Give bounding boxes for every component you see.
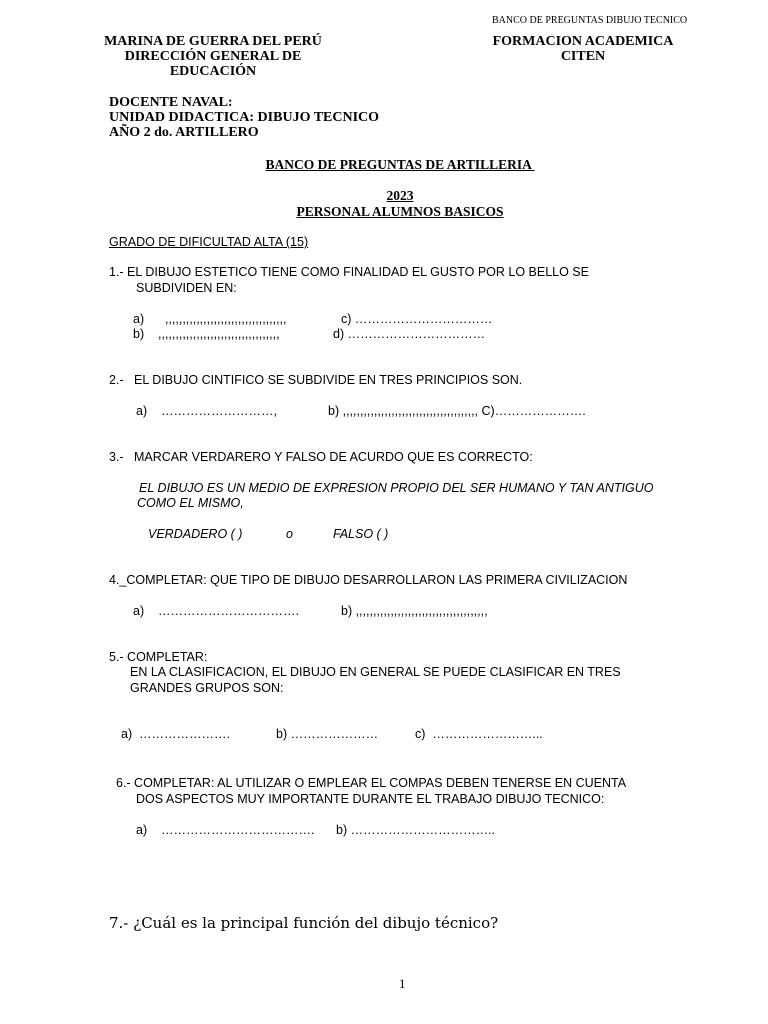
header-left-line-3: EDUCACIÓN xyxy=(169,64,257,79)
info-block xyxy=(109,95,379,140)
q6-option-b: b) …………………………….. xyxy=(336,823,496,837)
header-left-line-1: MARINA DE GUERRA DEL PERÚ xyxy=(104,34,322,49)
info-anio: AÑO 2 do. ARTILLERO xyxy=(109,125,259,140)
q7-text: 7.- ¿Cuál es la principal función del dibujo técnico? xyxy=(109,914,499,932)
q3-text: 3.- MARCAR VERDARERO Y FALSO DE ACURDO QUE ES CORRECTO: xyxy=(109,450,533,464)
q5-option-c: c) ……………………... xyxy=(415,727,543,741)
q1-option-a: a) ,,,,,,,,,,,,,,,,,,,,,,,,,,,,,,,,,,, xyxy=(133,312,287,326)
q2-option-a: a) ………………………, xyxy=(136,404,277,418)
q4-text: 4._COMPLETAR: QUE TIPO DE DIBUJO DESARROLLARON LAS PRIMERA CIVILIZACION xyxy=(109,573,628,587)
q1-option-c: c) …………………………… xyxy=(341,312,493,326)
q6-text-line-2: DOS ASPECTOS MUY IMPORTANTE DURANTE EL TRABAJO DIBUJO TECNICO: xyxy=(136,792,605,806)
header-right-line-1: FORMACION ACADEMICA xyxy=(492,34,674,49)
page-title: BANCO DE PREGUNTAS DE ARTILLERIA xyxy=(265,157,535,172)
q1-text-line-2: SUBDIVIDEN EN: xyxy=(136,281,237,295)
q2-text: 2.- EL DIBUJO CINTIFICO SE SUBDIVIDE EN TRES PRINCIPIOS SON. xyxy=(109,373,523,387)
q3-falso: FALSO ( ) xyxy=(333,527,389,541)
q6-text-line-1: 6.- COMPLETAR: AL UTILIZAR O EMPLEAR EL COMPAS DEBEN TENERSE EN CUENTA xyxy=(116,776,627,790)
title-sub: PERSONAL ALUMNOS BASICOS xyxy=(296,204,504,219)
q5-text-line-1: 5.- COMPLETAR: xyxy=(109,650,208,664)
header-left-line-2: DIRECCIÓN GENERAL DE xyxy=(124,49,302,64)
q3-statement-line-1: EL DIBUJO ES UN MEDIO DE EXPRESION PROPIO DEL SER HUMANO Y TAN ANTIGUO xyxy=(139,481,654,495)
q5-option-a: a) …………………. xyxy=(121,727,231,741)
page-number: 1 xyxy=(399,976,406,991)
title-year: 2023 xyxy=(386,188,414,203)
q1-option-b: b) ,,,,,,,,,,,,,,,,,,,,,,,,,,,,,,,,,,, xyxy=(133,327,280,341)
q2-option-bc: b) ,,,,,,,,,,,,,,,,,,,,,,,,,,,,,,,,,,,,,,, C)…………………. xyxy=(328,404,586,418)
grade-label: GRADO DE DIFICULTAD ALTA (15) xyxy=(109,235,309,249)
q1-text-line-1: 1.- EL DIBUJO ESTETICO TIENE COMO FINALIDAD EL GUSTO POR LO BELLO SE xyxy=(109,265,589,279)
header-top-right: BANCO DE PREGUNTAS DIBUJO TECNICO xyxy=(492,15,688,26)
q6-option-a: a) ………………………………. xyxy=(136,823,315,837)
info-unidad: UNIDAD DIDACTICA: DIBUJO TECNICO xyxy=(109,110,380,125)
header-left xyxy=(88,34,338,79)
q5-option-b: b) ………………… xyxy=(276,727,379,741)
q5-text-line-3: GRANDES GRUPOS SON: xyxy=(130,681,284,695)
q1-option-d: d) …………………………… xyxy=(333,327,486,341)
q4-option-b: b) ,,,,,,,,,,,,,,,,,,,,,,,,,,,,,,,,,,,,,, xyxy=(341,604,488,618)
q4-option-a: a) ……………………………. xyxy=(133,604,299,618)
header-right-line-2: CITEN xyxy=(560,49,606,64)
q3-o: o xyxy=(286,527,293,541)
header-right xyxy=(478,34,688,64)
info-docente: DOCENTE NAVAL: xyxy=(109,95,233,110)
q5-text-line-2: EN LA CLASIFICACION, EL DIBUJO EN GENERAL SE PUEDE CLASIFICAR EN TRES xyxy=(130,665,621,679)
q3-statement-line-2: COMO EL MISMO, xyxy=(137,496,244,510)
q3-verdadero: VERDADERO ( ) xyxy=(148,527,243,541)
